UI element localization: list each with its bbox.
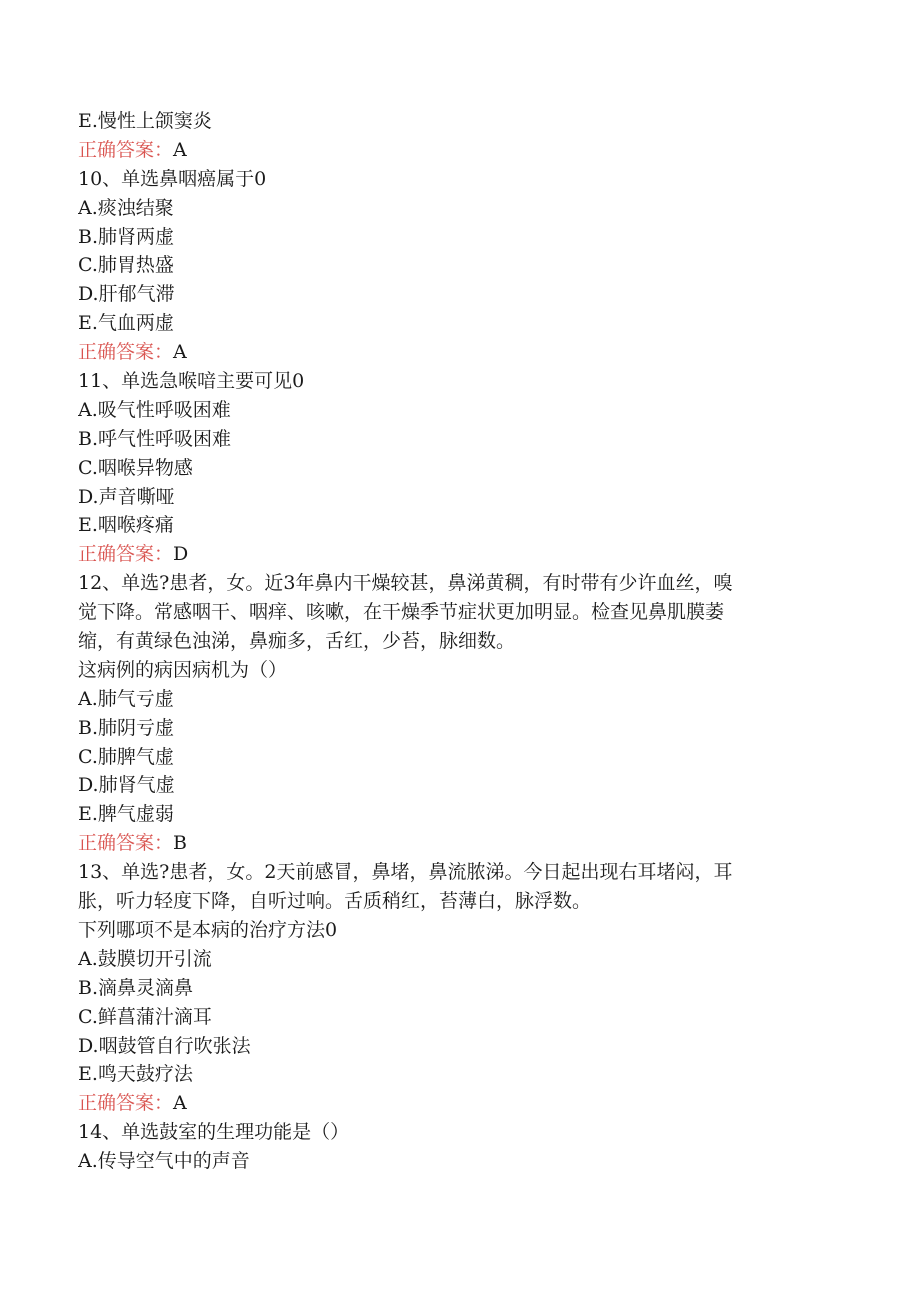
answer-option: A.痰浊结聚 [78, 196, 174, 219]
answer-value: D [173, 543, 189, 566]
question-text: 觉下降。常感咽干、咽痒、咳嗽，在干燥季节症状更加明显。检查见鼻肌膜萎 [78, 601, 725, 624]
correct-answer [78, 1089, 838, 1118]
answer-option: A.吸气性呼吸困难 [78, 398, 231, 421]
answer-option: E.慢性上颌窦炎 [78, 110, 212, 132]
answer-value: A [173, 1092, 187, 1115]
answer-option: C.咽喉异物感 [78, 456, 193, 479]
answer-option: D.肺肾气虚 [78, 774, 175, 797]
question-text: 14、单选鼓室的生理功能是（） [78, 1121, 350, 1144]
question-text: 这病例的病因病机为（） [78, 658, 288, 681]
answer-option: B.滴鼻灵滴鼻 [78, 976, 194, 999]
answer-option: C.肺脾气虚 [78, 745, 174, 768]
answer-value: A [173, 138, 187, 161]
answer-label: 正确答案： [78, 1092, 174, 1115]
answer-label: 正确答案： [78, 832, 174, 855]
document-page [78, 107, 838, 1176]
question-text: 12、单选?患者，女。近3年鼻内干燥较甚，鼻涕黄稠，有时带有少许血丝，嗅 [78, 572, 733, 595]
correct-answer [78, 829, 838, 858]
answer-option: A.肺气亏虚 [78, 687, 174, 710]
question-text: 下列哪项不是本病的治疗方法0 [78, 918, 338, 941]
answer-label: 正确答案： [78, 543, 174, 566]
answer-label: 正确答案： [78, 341, 174, 364]
answer-option: A.鼓膜切开引流 [78, 947, 212, 970]
answer-option: A.传导空气中的声音 [78, 1150, 250, 1173]
answer-option: B.肺肾两虚 [78, 225, 175, 248]
answer-option: E.脾气虚弱 [78, 803, 174, 826]
answer-option: B.肺阴亏虚 [78, 716, 175, 739]
answer-label: 正确答案： [78, 138, 174, 161]
correct-answer [78, 540, 838, 569]
answer-option: E.鸣天鼓疗法 [78, 1063, 193, 1086]
answer-option: E.气血两虚 [78, 312, 174, 335]
question-text: 11、单选急喉喑主要可见0 [78, 370, 305, 393]
answer-option: D.肝郁气滞 [78, 283, 175, 306]
answer-option: C.鲜菖蒲汁滴耳 [78, 1005, 212, 1028]
answer-option: E.咽喉疼痛 [78, 514, 174, 537]
question-text: 10、单选鼻咽癌属于0 [78, 167, 267, 190]
answer-option: D.声音嘶哑 [78, 485, 175, 508]
correct-answer [78, 338, 838, 367]
question-text: 胀，听力轻度下降，自听过响。舌质稍红，苔薄白，脉浮数。 [78, 890, 592, 913]
answer-option: B.呼气性呼吸困难 [78, 427, 232, 450]
answer-value: B [173, 832, 187, 855]
answer-option: C.肺胃热盛 [78, 254, 174, 277]
answer-value: A [173, 341, 187, 364]
correct-answer [78, 136, 838, 165]
question-text: 13、单选?患者，女。2天前感冒，鼻堵，鼻流脓涕。今日起出现右耳堵闷，耳 [78, 861, 733, 884]
answer-option: D.咽鼓管自行吹张法 [78, 1034, 251, 1057]
question-text: 缩，有黄绿色浊涕，鼻痂多，舌红，少苔，脉细数。 [78, 630, 516, 653]
